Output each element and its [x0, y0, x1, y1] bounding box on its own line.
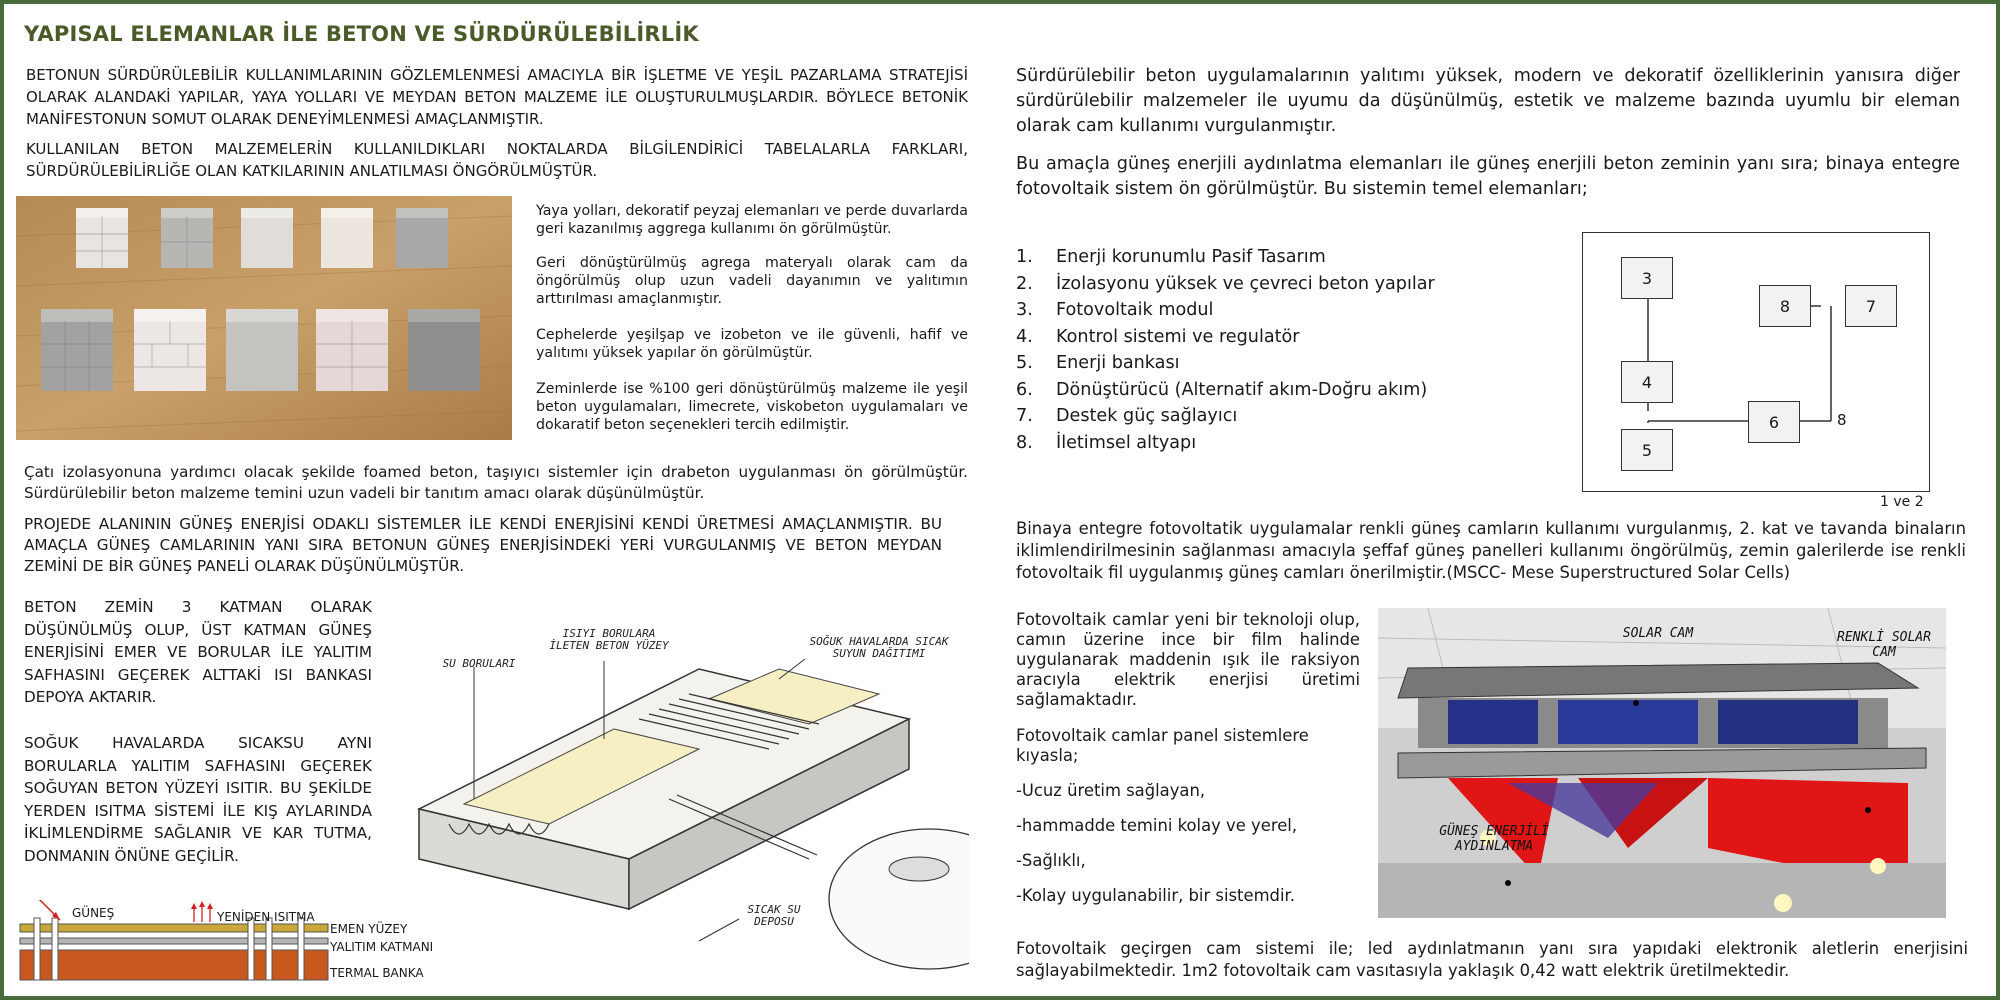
right-paragraph-1: Sürdürülebilir beton uygulamalarının yalıtımı yüksek, modern ve dekoratif özelliklerinin yanısıra diğer sürdürülebilir malzemeler ile uyumu da düşünülmüş, estetik ve malzeme bazında uyumlu bir eleman olarak cam kullanımı vurgulanmıştır.	[1016, 66, 1960, 136]
diagram-line-label: 8	[1837, 411, 1847, 429]
diagram-box-4: 4	[1621, 361, 1673, 403]
concrete-samples-photo	[16, 196, 512, 440]
diagram-box-7: 7	[1845, 285, 1897, 327]
pv-glass-paragraph: Fotovoltaik camlar yeni bir teknoloji olup, camın üzerine ince bir film halinde uygulanarak maddenin ışık ile raksiyon aracıyla elektrik enerjisi üretimi sağlamaktadır.	[1016, 610, 1360, 709]
diagram-box-5: 5	[1621, 429, 1673, 471]
solar-paragraph: PROJEDE ALANININ GÜNEŞ ENERJİSİ ODAKLI SİSTEMLER İLE KENDİ ENERJİSİNİ KENDİ ÜRETMESİ AMAÇLANMIŞTIR. BU AMAÇLA GÜNEŞ CAMLARININ YANI SIRA BETONUN GÜNEŞ ENERJİSİNDEKİ YERİ VURGULANMIŞ VE BETON MEYDAN ZEMİNİ DE BİR GÜNEŞ PANELİ OLARAK DÜŞÜNÜLMÜŞTÜR.	[24, 515, 942, 575]
diagram-caption: 1 ve 2	[1880, 494, 1924, 510]
label-heat-surface: ISIYI BORULARA İLETEN BETON YÜZEY	[549, 627, 669, 652]
label-absorbing-surface: EMEN YÜZEY	[330, 922, 408, 936]
cold-paragraph: SOĞUK HAVALARDA SICAKSU AYNI BORULARLA YALITIM SAFHASINI GEÇEREK SOĞUYAN BETON YÜZEYİ ISITIR. BU ŞEKİLDE YERDEN ISITMA SİSTEMİ İLE KIŞ AYLARINDA İKLİMLENDİRME SAĞLANIR VE KAR TUTMA, DONMANIN ÖNÜNE GEÇİLİR.	[24, 734, 372, 865]
side-paragraph-3: Cephelerde yeşilşap ve izobeton ve ile güvenli, hafif ve yalıtımı yüksek yapılar ön görülmüştür.	[536, 327, 968, 361]
page-title: YAPISAL ELEMANLAR İLE BETON VE SÜRDÜRÜLEBİLİRLİK	[24, 22, 699, 46]
list-item: 4. Kontrol sistemi ve regulatör	[1016, 326, 1300, 347]
label-solar-lighting: GÜNEŞ ENERJİLİ AYDINLATMA	[1439, 824, 1549, 854]
intro-paragraph-1: BETONUN SÜRDÜRÜLEBİLİR KULLANIMLARININ GÖZLEMLENMESİ AMACIYLA BİR İŞLETME VE YEŞİL PAZARLAMA STRATEJİSİ OLARAK ALANDAKİ YAPILAR, YAYA YOLLARI VE MEYDAN BETON MALZEME İLE OLUŞTURULMUŞLARDIR. BÖYLECE BETONİK MANİFESTONUN SOMUT OLARAK DENEYİMLENMESİ AMAÇLANMIŞTIR.	[26, 66, 968, 128]
layers-paragraph: BETON ZEMİN 3 KATMAN OLARAK DÜŞÜNÜLMÜŞ OLUP, ÜST KATMAN GÜNEŞ ENERJİSİNİ EMER VE BORULAR İLE YALITIM SAFHASINI GEÇEREK ALTTAKİ ISI BANKASI DEPOYA AKTARIR.	[24, 598, 372, 706]
label-hot-water-tank: SICAK SU DEPOSU	[747, 903, 801, 928]
label-thermal-bank: TERMAL BANKA	[330, 966, 424, 980]
right-paragraph-3: Binaya entegre fotovoltatik uygulamalar renkli güneş camların kullanımı vurgulanmış, 2. kat ve tavanda binaların iklimlendirilmesinin sağlanması amacıyla şeffaf güneş panelleri kullanımı öngörülmüş, zemin galerilerde ise renkli fotovoltaik fil uygulanmış güneş camları önerilmiştir.(MSCC- Mese Superstructured Solar Cells)	[1016, 519, 1966, 582]
intro-paragraph-2: KULLANILAN BETON MALZEMELERİN KULLANILDIKLARI NOKTALARDA BİLGİLENDİRİCİ TABELALARLA FARKLARI, SÜRDÜRÜLEBİLİRLİĞE OLAN KATKILARININ ANLATILMASI ÖNGÖRÜLMÜŞTÜR.	[26, 140, 968, 180]
list-item: 1. Enerji korunumlu Pasif Tasarım	[1016, 247, 1326, 267]
list-item: 6. Dönüştürücü (Alternatif akım-Doğru akım)	[1016, 379, 1428, 400]
right-paragraph-2: Bu amaçla güneş enerjili aydınlatma elemanları ile güneş enerjili beton zeminin yanı sıra; binaya entegre fotovoltaik sistem ön görülmüştür. Bu sistemin temel elemanları;	[1016, 154, 1960, 199]
label-insulation: YALITIM KATMANI	[330, 940, 434, 954]
list-item: 2. İzolasyonu yüksek ve çevreci beton yapılar	[1016, 273, 1435, 294]
bullet-4: -Kolay uygulanabilir, bir sistemdir.	[1016, 886, 1295, 905]
label-solar-glass: SOLAR CAM	[1622, 626, 1694, 641]
list-item: 5. Enerji bankası	[1016, 353, 1180, 373]
roof-paragraph: Çatı izolasyonuna yardımcı olacak şekilde foamed beton, taşıyıcı sistemler için drabeton uygulanması ön görülmüştür. Sürdürülebilir beton malzeme temini uzun vadeli bir tanıtım amacı olarak düşünülmüştür.	[24, 463, 968, 502]
list-item: 7. Destek güç sağlayıcı	[1016, 406, 1238, 426]
label-reheat: YENİDEN ISITMA	[217, 910, 315, 924]
list-item: 3. Fotovoltaik modul	[1016, 300, 1214, 320]
side-paragraph-4: Zeminlerde ise %100 geri dönüştürülmüş malzeme ile yeşil beton uygulamaları, limecrete, viskobeton uygulamaları ve dokaratif beton seçenekleri tercih edilmiştir.	[536, 381, 968, 433]
bullet-1: -Ucuz üretim sağlayan,	[1016, 781, 1206, 800]
final-paragraph: Fotovoltaik geçirgen cam sistemi ile; led aydınlatmanın yanı sıra yapıdaki elektronik aletlerin enerjisini sağlayabilmektedir. 1m2 fotovoltaik cam vasıtasıyla yaklaşık 0,42 watt elektrik üretilmektedir.	[1016, 939, 1968, 980]
side-paragraph-1: Yaya yolları, dekoratif peyzaj elemanları ve perde duvarlarda geri kazanılmış aggrega kullanımı ön görülmüştür.	[536, 203, 968, 237]
diagram-box-6: 6	[1748, 401, 1800, 443]
system-elements-list	[1016, 244, 1536, 456]
pv-system-diagram	[1582, 232, 1930, 492]
diagram-box-3: 3	[1621, 257, 1673, 299]
bullet-3: -Sağlıklı,	[1016, 851, 1086, 870]
label-sun: GÜNEŞ	[72, 906, 115, 920]
heated-floor-sketch	[409, 619, 969, 979]
label-colored-solar-glass: RENKLİ SOLAR CAM	[1837, 630, 1931, 660]
side-paragraph-2: Geri dönüştürülmüş agrega materyalı olarak cam da öngörülmüş olup uzun vadeli dayanımın ve yalıtımın arttırılması amaçlanmıştır.	[536, 255, 968, 307]
label-cold-distribution: SOĞUK HAVALARDA SICAK SUYUN DAĞITIMI	[809, 635, 949, 660]
compare-paragraph: Fotovoltaik camlar panel sistemlere kıyasla;	[1016, 726, 1309, 765]
list-item: 8. İletimsel altyapı	[1016, 432, 1197, 453]
label-water-pipes: SU BORULARI	[442, 657, 516, 670]
diagram-box-8: 8	[1759, 285, 1811, 327]
bullet-2: -hammadde temini kolay ve yerel,	[1016, 816, 1298, 835]
